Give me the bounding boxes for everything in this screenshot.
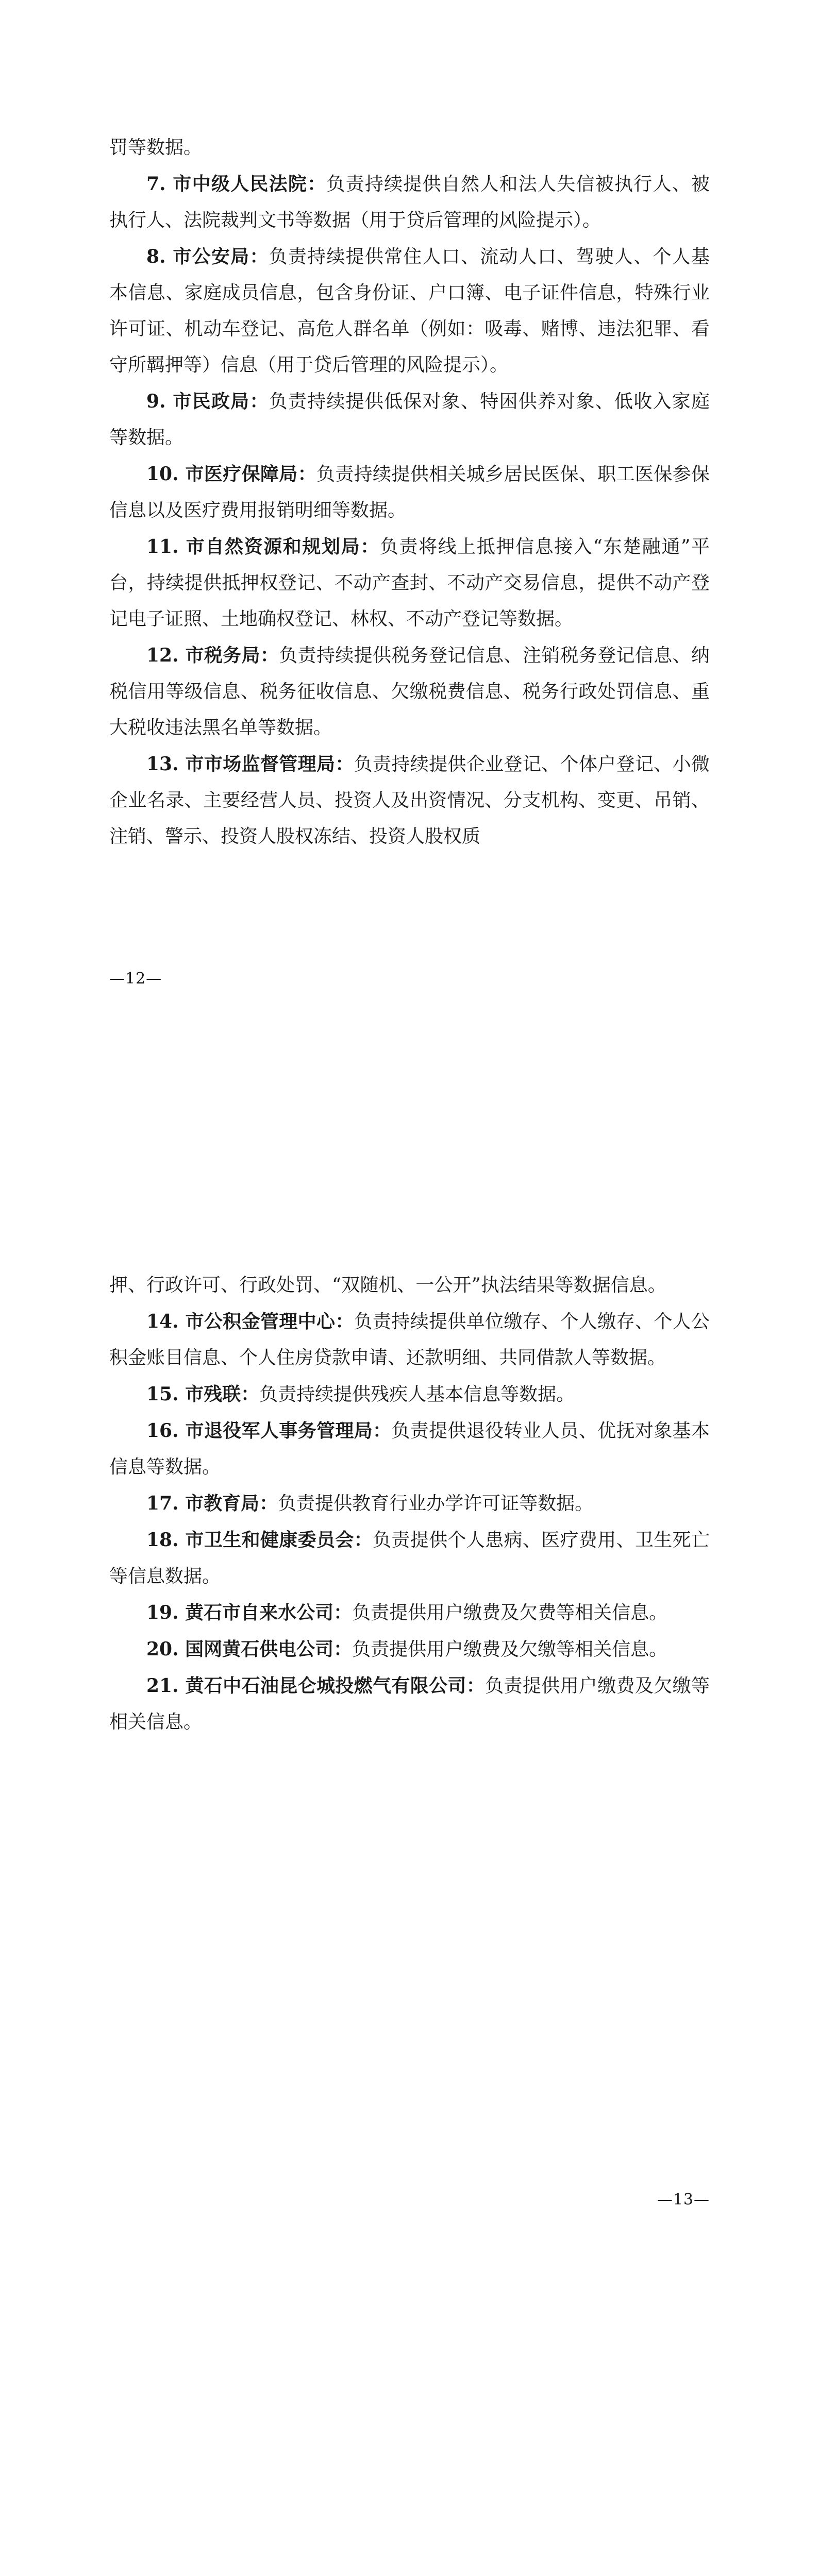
item-12 [109,637,710,746]
item-8-text: 负责持续提供常住人口、流动人口、驾驶人、个人基本信息、家庭成员信息，包含身份证、户口簿、电子证件信息，特殊行业许可证、机动车登记、高危人群名单（例如：吸毒、赌博、违法犯罪、看守所羁押等）信息（用于贷后管理的风险提示）。 [109,246,710,376]
item-18 [109,1522,710,1595]
item-13-agency: 13. 市市场监督管理局： [146,753,354,775]
item-10-text: 负责持续提供相关城乡居民医保、职工医保参保信息以及医疗费用报销明细等数据。 [109,464,710,521]
document-page-13 [0,1267,819,2344]
item-17-agency: 17. 市教育局： [146,1493,278,1514]
item-18-text: 负责提供个人患病、医疗费用、卫生死亡等信息数据。 [109,1530,710,1587]
item-20-agency: 20. 国网黄石供电公司： [146,1638,353,1660]
item-19-text: 负责提供用户缴费及欠费等相关信息。 [352,1602,668,1623]
item-19 [109,1595,710,1631]
item-11 [109,529,710,637]
document-page-12 [0,0,819,1082]
item-15-text: 负责持续提供残疾人基本信息等数据。 [259,1384,575,1405]
item-8 [109,239,710,383]
item-13 [109,746,710,855]
item-7 [109,166,710,239]
item-21-agency: 21. 黄石中石油昆仑城投燃气有限公司： [146,1675,486,1697]
continuation-text: 罚等数据。 [109,137,203,158]
item-15 [109,1376,710,1413]
item-19-agency: 19. 黄石市自来水公司： [146,1602,353,1623]
item-15-agency: 15. 市残联： [146,1383,260,1405]
item-14 [109,1303,710,1376]
page-number: —12— [109,970,162,988]
page-13-text [109,1267,710,1740]
item-8-agency: 8. 市公安局： [146,246,269,267]
item-20 [109,1631,710,1668]
item-14-text: 负责持续提供单位缴存、个人缴存、个人公积金账目信息、个人住房贷款申请、还款明细、共同借款人等数据。 [109,1311,710,1368]
page-number: —13— [657,2191,710,2209]
item-16-text: 负责提供退役转业人员、优抚对象基本信息等数据。 [109,1420,710,1478]
item-10-agency: 10. 市医疗保障局： [146,463,316,485]
item-9-text: 负责持续提供低保对象、特困供养对象、低收入家庭等数据。 [109,391,710,448]
item-16 [109,1413,710,1485]
item-12-agency: 12. 市税务局： [146,645,279,666]
item-9 [109,383,710,456]
item-11-text: 负责将线上抵押信息接入“东楚融通”平台，持续提供抵押权登记、不动产查封、不动产交易信息，提供不动产登记电子证照、土地确权登记、林权、不动产登记等数据。 [109,536,710,630]
continuation-text: 押、行政许可、行政处罚、“双随机、一公开”执法结果等数据信息。 [109,1275,666,1296]
item-18-agency: 18. 市卫生和健康委员会： [146,1529,373,1551]
item-21-text: 负责提供用户缴费及欠缴等相关信息。 [109,1675,710,1733]
page-12-text [109,130,710,855]
item-11-agency: 11. 市自然资源和规划局： [146,536,380,557]
item-7-agency: 7. 市中级人民法院： [146,173,327,195]
document-page-14 [0,2396,819,2576]
item-20-text: 负责提供用户缴费及欠缴等相关信息。 [352,1639,668,1660]
item-17 [109,1485,710,1522]
item-13-text: 负责持续提供企业登记、个体户登记、小微企业名录、主要经营人员、投资人及出资情况、分支机构、变更、吊销、注销、警示、投资人股权冻结、投资人股权质 [109,754,710,847]
item-16-agency: 16. 市退役军人事务管理局： [146,1420,392,1442]
item-17-text: 负责提供教育行业办学许可证等数据。 [278,1493,594,1514]
item-21 [109,1668,710,1740]
item-7-text: 负责持续提供自然人和法人失信被执行人、被执行人、法院裁判文书等数据（用于贷后管理的风险提示）。 [109,174,710,231]
item-9-agency: 9. 市民政局： [146,391,269,412]
item-14-agency: 14. 市公积金管理中心： [146,1311,354,1332]
item-10 [109,456,710,529]
item-12-text: 负责持续提供税务登记信息、注销税务登记信息、纳税信用等级信息、税务征收信息、欠缴税费信息、税务行政处罚信息、重大税收违法黑名单等数据。 [109,645,710,738]
